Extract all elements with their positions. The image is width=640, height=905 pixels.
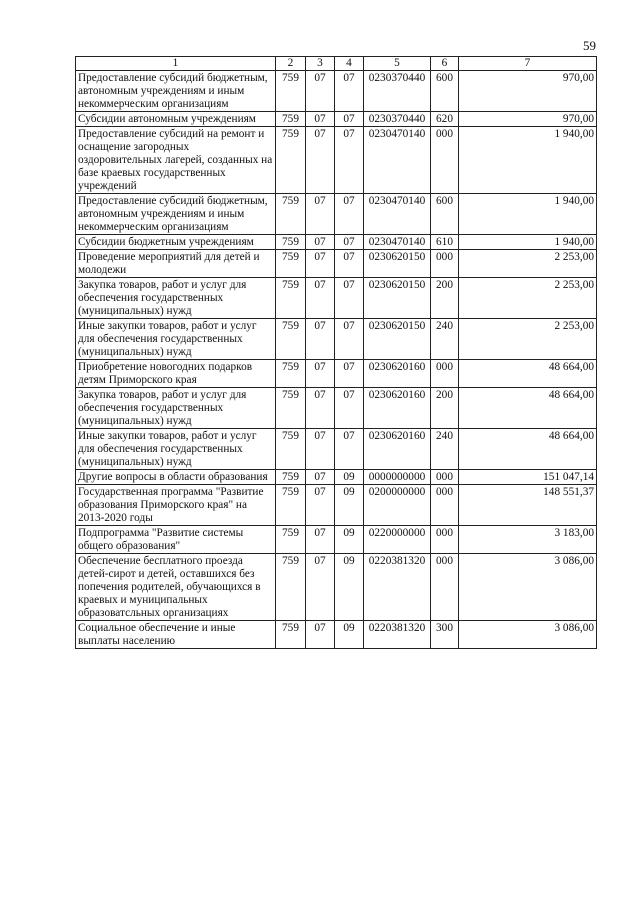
- header-col-3: 3: [306, 57, 335, 71]
- cell-ministry-code: 759: [276, 429, 306, 470]
- cell-target-article: 0230620160: [364, 360, 431, 388]
- header-col-7: 7: [459, 57, 597, 71]
- page-number: 59: [583, 38, 596, 53]
- cell-amount: 48 664,00: [459, 429, 597, 470]
- cell-name: Предоставление субсидий бюджетным, автономным учреждениям и иным некоммерческим организациям: [76, 194, 276, 235]
- cell-target-article: 0230620150: [364, 278, 431, 319]
- cell-ministry-code: 759: [276, 388, 306, 429]
- cell-section: 07: [306, 250, 335, 278]
- cell-target-article: 0000000000: [364, 470, 431, 485]
- cell-subsection: 07: [335, 194, 364, 235]
- cell-name: Иные закупки товаров, работ и услуг для обеспечения государственных (муниципальных) нужд: [76, 319, 276, 360]
- cell-ministry-code: 759: [276, 112, 306, 127]
- cell-ministry-code: 759: [276, 621, 306, 649]
- cell-amount: 3 183,00: [459, 526, 597, 554]
- cell-section: 07: [306, 235, 335, 250]
- cell-target-article: 0230370440: [364, 112, 431, 127]
- cell-section: 07: [306, 388, 335, 429]
- cell-target-article: 0220381320: [364, 621, 431, 649]
- cell-amount: 1 940,00: [459, 194, 597, 235]
- cell-ministry-code: 759: [276, 554, 306, 621]
- cell-name: Субсидии бюджетным учреждениям: [76, 235, 276, 250]
- cell-subsection: 09: [335, 526, 364, 554]
- cell-section: 07: [306, 127, 335, 194]
- cell-amount: 2 253,00: [459, 278, 597, 319]
- table-row: [76, 250, 597, 278]
- table-row: [76, 319, 597, 360]
- table-row: [76, 127, 597, 194]
- cell-amount: 970,00: [459, 71, 597, 112]
- cell-name: Социальное обеспечение и иные выплаты населению: [76, 621, 276, 649]
- cell-subsection: 07: [335, 250, 364, 278]
- cell-expense-type: 620: [431, 112, 459, 127]
- cell-subsection: 07: [335, 112, 364, 127]
- cell-target-article: 0230620150: [364, 319, 431, 360]
- cell-ministry-code: 759: [276, 250, 306, 278]
- cell-subsection: 07: [335, 71, 364, 112]
- table-row: [76, 235, 597, 250]
- cell-expense-type: 000: [431, 526, 459, 554]
- table-row: [76, 429, 597, 470]
- cell-target-article: 0200000000: [364, 485, 431, 526]
- table-row: [76, 485, 597, 526]
- cell-amount: 1 940,00: [459, 235, 597, 250]
- table-row: [76, 470, 597, 485]
- cell-section: 07: [306, 554, 335, 621]
- cell-target-article: 0230470140: [364, 235, 431, 250]
- cell-subsection: 09: [335, 485, 364, 526]
- cell-subsection: 07: [335, 429, 364, 470]
- cell-ministry-code: 759: [276, 319, 306, 360]
- header-row: [76, 57, 597, 71]
- cell-expense-type: 600: [431, 71, 459, 112]
- cell-expense-type: 240: [431, 319, 459, 360]
- cell-section: 07: [306, 470, 335, 485]
- table-row: [76, 388, 597, 429]
- cell-name: Обеспечение бесплатного проезда детей-сирот и детей, оставшихся без попечения родителей, обучающихся в краевых и муниципальных образоватсльных организациях: [76, 554, 276, 621]
- cell-target-article: 0230470140: [364, 194, 431, 235]
- cell-section: 07: [306, 429, 335, 470]
- cell-ministry-code: 759: [276, 360, 306, 388]
- table-row: [76, 360, 597, 388]
- cell-amount: 48 664,00: [459, 388, 597, 429]
- cell-name: Закупка товаров, работ и услуг для обеспечения государственных (муниципальных) нужд: [76, 388, 276, 429]
- header-col-4: 4: [335, 57, 364, 71]
- cell-section: 07: [306, 278, 335, 319]
- cell-subsection: 07: [335, 127, 364, 194]
- cell-subsection: 07: [335, 388, 364, 429]
- header-col-2: 2: [276, 57, 306, 71]
- cell-expense-type: 610: [431, 235, 459, 250]
- table-header: [76, 57, 597, 71]
- cell-name: Подпрограмма "Развитие системы общего образования": [76, 526, 276, 554]
- cell-section: 07: [306, 485, 335, 526]
- cell-section: 07: [306, 526, 335, 554]
- cell-amount: 2 253,00: [459, 250, 597, 278]
- cell-expense-type: 000: [431, 470, 459, 485]
- cell-amount: 48 664,00: [459, 360, 597, 388]
- cell-amount: 2 253,00: [459, 319, 597, 360]
- cell-amount: 148 551,37: [459, 485, 597, 526]
- cell-ministry-code: 759: [276, 71, 306, 112]
- cell-amount: 1 940,00: [459, 127, 597, 194]
- cell-target-article: 0230620150: [364, 250, 431, 278]
- cell-subsection: 09: [335, 621, 364, 649]
- cell-target-article: 0230620160: [364, 429, 431, 470]
- cell-expense-type: 000: [431, 360, 459, 388]
- cell-expense-type: 000: [431, 250, 459, 278]
- cell-name: Субсидии автономным учреждениям: [76, 112, 276, 127]
- cell-expense-type: 600: [431, 194, 459, 235]
- cell-name: Закупка товаров, работ и услуг для обеспечения государственных (муниципальных) нужд: [76, 278, 276, 319]
- cell-amount: 970,00: [459, 112, 597, 127]
- table-row: [76, 278, 597, 319]
- cell-ministry-code: 759: [276, 485, 306, 526]
- cell-expense-type: 200: [431, 278, 459, 319]
- cell-expense-type: 240: [431, 429, 459, 470]
- cell-target-article: 0230470140: [364, 127, 431, 194]
- cell-name: Проведение мероприятий для детей и молодежи: [76, 250, 276, 278]
- cell-target-article: 0230370440: [364, 71, 431, 112]
- cell-subsection: 07: [335, 235, 364, 250]
- cell-subsection: 09: [335, 554, 364, 621]
- cell-expense-type: 000: [431, 554, 459, 621]
- cell-section: 07: [306, 319, 335, 360]
- cell-ministry-code: 759: [276, 526, 306, 554]
- cell-ministry-code: 759: [276, 278, 306, 319]
- cell-subsection: 07: [335, 319, 364, 360]
- cell-expense-type: 200: [431, 388, 459, 429]
- table-row: [76, 554, 597, 621]
- table-body: [76, 71, 597, 649]
- cell-subsection: 07: [335, 278, 364, 319]
- table-row: [76, 621, 597, 649]
- cell-expense-type: 300: [431, 621, 459, 649]
- cell-subsection: 07: [335, 360, 364, 388]
- cell-amount: 3 086,00: [459, 621, 597, 649]
- cell-section: 07: [306, 621, 335, 649]
- cell-name: Приобретение новогодних подарков детям Приморского края: [76, 360, 276, 388]
- table-row: [76, 112, 597, 127]
- cell-target-article: 0220000000: [364, 526, 431, 554]
- table-row: [76, 71, 597, 112]
- cell-name: Предоставление субсидий на ремонт и оснащение загородных оздоровительных лагерей, созданных на базе краевых государственных учреждений: [76, 127, 276, 194]
- header-col-5: 5: [364, 57, 431, 71]
- budget-table: [75, 56, 597, 649]
- header-col-1: 1: [76, 57, 276, 71]
- cell-ministry-code: 759: [276, 194, 306, 235]
- cell-amount: 151 047,14: [459, 470, 597, 485]
- cell-expense-type: 000: [431, 127, 459, 194]
- table-row: [76, 194, 597, 235]
- cell-ministry-code: 759: [276, 470, 306, 485]
- cell-section: 07: [306, 194, 335, 235]
- table-row: [76, 526, 597, 554]
- cell-section: 07: [306, 360, 335, 388]
- cell-subsection: 09: [335, 470, 364, 485]
- cell-section: 07: [306, 71, 335, 112]
- cell-target-article: 0230620160: [364, 388, 431, 429]
- cell-name: Предоставление субсидий бюджетным, автономным учреждениям и иным некоммерческим организациям: [76, 71, 276, 112]
- cell-ministry-code: 759: [276, 127, 306, 194]
- cell-name: Другие вопросы в области образования: [76, 470, 276, 485]
- cell-target-article: 0220381320: [364, 554, 431, 621]
- cell-amount: 3 086,00: [459, 554, 597, 621]
- cell-name: Государственная программа "Развитие образования Приморского края" на 2013-2020 годы: [76, 485, 276, 526]
- cell-ministry-code: 759: [276, 235, 306, 250]
- cell-name: Иные закупки товаров, работ и услуг для обеспечения государственных (муниципальных) нужд: [76, 429, 276, 470]
- cell-section: 07: [306, 112, 335, 127]
- header-col-6: 6: [431, 57, 459, 71]
- cell-expense-type: 000: [431, 485, 459, 526]
